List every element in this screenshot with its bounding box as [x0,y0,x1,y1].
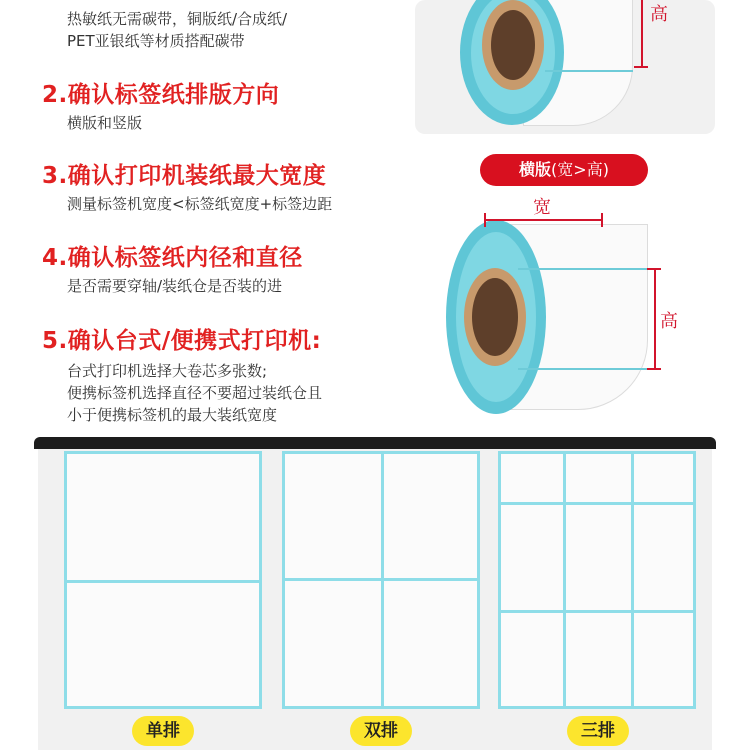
step-2-heading: 2.确认标签纸排版方向 [42,82,280,108]
height-dimension-line [641,0,643,68]
step-4-desc: 是否需要穿轴/装纸仓是否装的进 [67,277,283,295]
pill-label: 横版 [519,160,552,179]
step-3-desc: 测量标签机宽度<标签纸宽度+标签边距 [67,195,333,213]
step-5-desc-3: 小于便携标签机的最大装纸宽度 [67,406,278,424]
triple-row-layout [498,451,696,709]
pill-note: (宽>高) [551,160,609,179]
step-5-desc-2: 便携标签机选择直径不要超过装纸仓且 [67,384,323,402]
single-row-tag: 单排 [132,716,194,746]
step-4-heading: 4.确认标签纸内径和直径 [42,245,303,271]
width-dimension-line [485,219,603,221]
intro-line-2: PET亚银纸等材质搭配碳带 [67,32,245,50]
section-top-bar [34,437,716,449]
step-5-desc-1: 台式打印机选择大卷芯多张数; [67,362,268,380]
step-5-heading: 5.确认台式/便携式打印机: [42,328,322,354]
triple-row-tag: 三排 [567,716,629,746]
top-height-label: 高 [650,4,668,25]
step-3-heading: 3.确认打印机装纸最大宽度 [42,163,327,189]
vertical-roll-panel [415,0,715,134]
height-label: 高 [660,311,678,332]
double-row-tag: 双排 [350,716,412,746]
single-row-layout [64,451,262,709]
width-label: 宽 [533,197,551,218]
landscape-pill-badge [480,154,648,186]
intro-line-1: 热敏纸无需碳带，铜版纸/合成纸/ [67,10,288,28]
double-row-layout [282,451,480,709]
step-2-desc: 横版和竖版 [67,114,143,132]
height-dimension-line-2 [654,268,656,370]
